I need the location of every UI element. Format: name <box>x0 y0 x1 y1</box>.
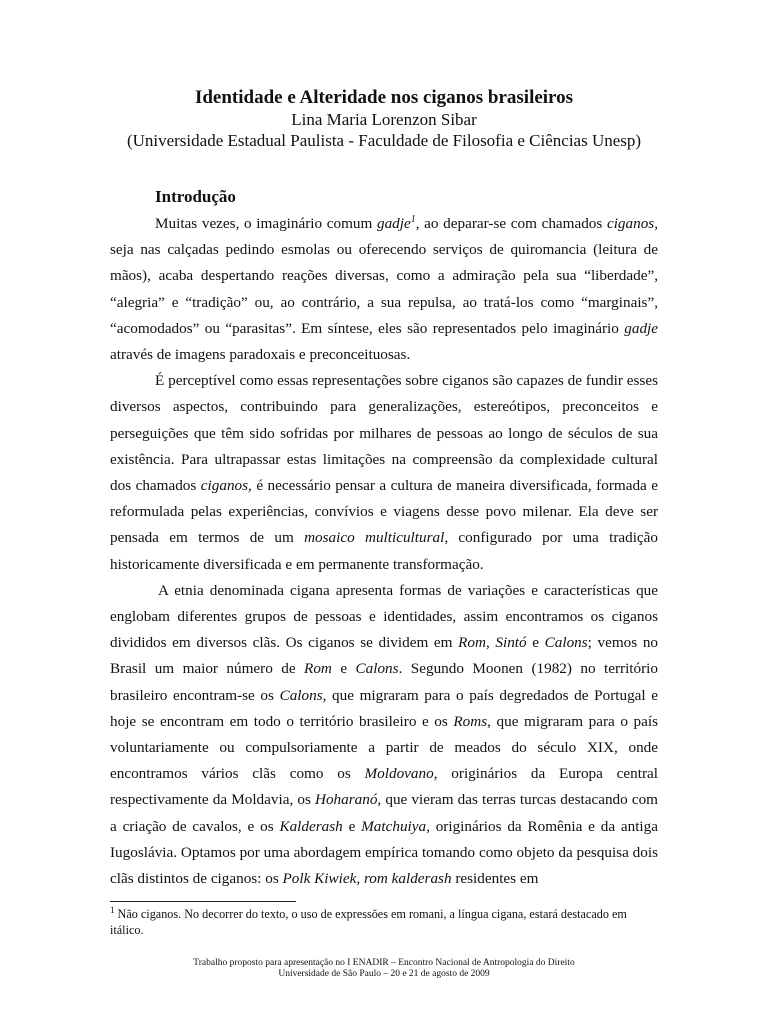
paragraph-3: A etnia denominada cigana apresenta formas de variações e características que englobam diferentes grupos de pessoas e identidades, assim encontramos os ciganos divididos em diversos clãs. Os ciganos se dividem em Rom, Sintó e Calons; vemos no Brasil um maior número de Rom e Calons. Segundo Moonen (1982) no território brasileiro encontram-se os Calons, que migraram para o país degredados de Portugal e hoje se encontram em todo o território brasileiro e os Roms, que migraram para o país voluntariamente ou compulsoriamente a partir de meados do século XIX, onde encontramos vários clãs como os Moldovano, originários da Europa central respectivamente da Moldavia, os Hoharanó, que vieram das terras turcas destacando com a criação de cavalos, e os Kalderash e Matchuiya, originários da Romênia e da antiga Iugoslávia. Optamos por uma abordagem empírica tomando como objeto da pesquisa dois clãs distintos de ciganos: os Polk Kiwiek, rom kalderash residentes em <box>110 581 659 888</box>
footnote <box>110 906 658 938</box>
document-header <box>0 87 768 151</box>
section-heading: Introdução <box>155 187 236 206</box>
paragraph-2: É perceptível como essas representações sobre ciganos são capazes de fundir esses diversos aspectos, contribuindo para generalizações, estereótipos, preconceitos e perseguições que têm sido sofridas por milhares de pessoas ao longo de séculos de sua existência. Para ultrapassar estas limitações na compreensão da complexidade cultural dos chamados ciganos, é necessário pensar a cultura de maneira diversificada, formada e reformulada pelas experiências, convívios e viagens desse povo milenar. Ela deve ser pensada em termos de um mosaico multicultural, configurado por uma tradição historicamente diversificada e em permanente transformação. <box>110 372 659 573</box>
page-footer <box>0 958 768 980</box>
document-title: Identidade e Alteridade nos ciganos brasileiros <box>194 87 574 108</box>
author-name: Lina Maria Lorenzon Sibar <box>291 110 477 129</box>
footnote-text: Não ciganos. No decorrer do texto, o uso de expressões em romani, a língua cigana, estará destacado em itálico. <box>110 907 627 937</box>
footnote-number: 1 <box>110 904 115 915</box>
document-body <box>110 211 658 892</box>
footer-line-1: Trabalho proposto para apresentação no I ENADIR – Encontro Nacional de Antropologia do Direito <box>193 958 575 968</box>
footer-line-2: Universidade de São Paulo – 20 e 21 de agosto de 2009 <box>278 969 490 979</box>
author-affiliation: (Universidade Estadual Paulista - Faculdade de Filosofia e Ciências Unesp) <box>126 131 642 150</box>
paragraph-1: Muitas vezes, o imaginário comum gadje$^1$, ao deparar-se com chamados ciganos, seja nas calçadas pedindo esmolas ou oferecendo serviços de quiromancia (leitura de mãos), acaba despertando reações diversas, como a admiração pela sua “liberdade”, “alegria” e “tradição” ou, ao contrário, a sua repulsa, ao tratá-los como “marginais”, “acomodados” ou “parasitas”. Em síntese, eles são representados pelo imaginário gadje através de imagens paradoxais e preconceituosas. <box>110 213 659 364</box>
footnote-separator <box>110 901 296 902</box>
footnote-reference[interactable]: 1 <box>410 213 416 225</box>
